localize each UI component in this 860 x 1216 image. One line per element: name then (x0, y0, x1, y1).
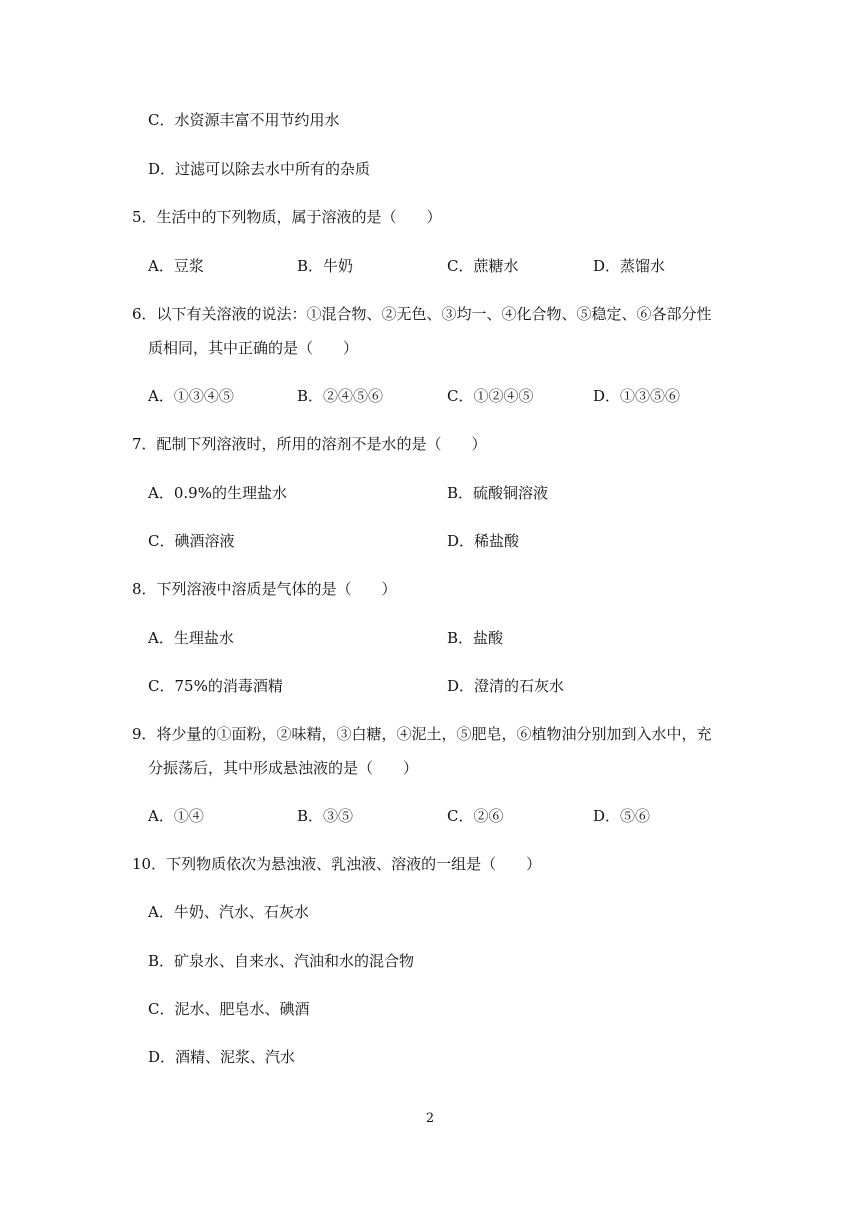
q10-option-a: A．牛奶、汽水、石灰水 (148, 903, 309, 921)
q9-option-d: D．⑤⑥ (593, 807, 651, 825)
q9-option-b: B．③⑤ (297, 807, 354, 825)
q9-option-a: A．①④ (148, 807, 204, 825)
q6-option-b: B．②④⑤⑥ (297, 387, 384, 405)
q7-option-b: B．硫酸铜溶液 (447, 484, 549, 502)
q7-option-a: A．0.9%的生理盐水 (148, 484, 287, 502)
page-number: 2 (425, 1111, 435, 1126)
q9-option-c: C．②⑥ (447, 807, 504, 825)
q10-option-c: C．泥水、肥皂水、碘酒 (148, 1000, 310, 1018)
q4-option-c: C．水资源丰富不用节约用水 (148, 111, 340, 129)
q8-option-a: A．生理盐水 (148, 629, 234, 647)
q10-option-b: B．矿泉水、自来水、汽油和水的混合物 (148, 952, 415, 970)
q5-stem: 5．生活中的下列物质，属于溶液的是（ ） (132, 208, 442, 226)
q7-option-d: D．稀盐酸 (447, 532, 520, 550)
q6-stem-line1: 6．以下有关溶液的说法：①混合物、②无色、③均一、④化合物、⑤稳定、⑥各部分性 (132, 305, 712, 323)
q6-option-c: C．①②④⑤ (447, 387, 534, 405)
q5-option-a: A．豆浆 (148, 257, 204, 275)
q9-stem-line2: 分振荡后，其中形成悬浊液的是（ ） (148, 759, 419, 777)
q7-option-c: C．碘酒溶液 (148, 532, 235, 550)
q5-option-c: C．蔗糖水 (447, 257, 519, 275)
q10-option-d: D．酒精、泥浆、汽水 (148, 1048, 296, 1066)
q6-stem-line2: 质相同，其中正确的是（ ） (148, 339, 359, 357)
q8-option-b: B．盐酸 (447, 629, 504, 647)
q8-stem: 8．下列溶液中溶质是气体的是（ ） (132, 580, 397, 598)
q5-option-b: B．牛奶 (297, 257, 354, 275)
q4-option-d: D．过滤可以除去水中所有的杂质 (148, 160, 371, 178)
q10-stem: 10．下列物质依次为悬浊液、乳浊液、溶液的一组是（ ） (132, 855, 542, 873)
q8-option-d: D．澄清的石灰水 (447, 677, 565, 695)
q7-stem: 7．配制下列溶液时，所用的溶剂不是水的是（ ） (132, 435, 487, 453)
q8-option-c: C．75%的消毒酒精 (148, 677, 283, 695)
q9-stem-line1: 9．将少量的①面粉，②味精，③白糖，④泥土，⑤肥皂，⑥植物油分别加到入水中，充 (132, 725, 712, 743)
q5-option-d: D．蒸馏水 (593, 257, 666, 275)
q6-option-d: D．①③⑤⑥ (593, 387, 681, 405)
q6-option-a: A．①③④⑤ (148, 387, 234, 405)
